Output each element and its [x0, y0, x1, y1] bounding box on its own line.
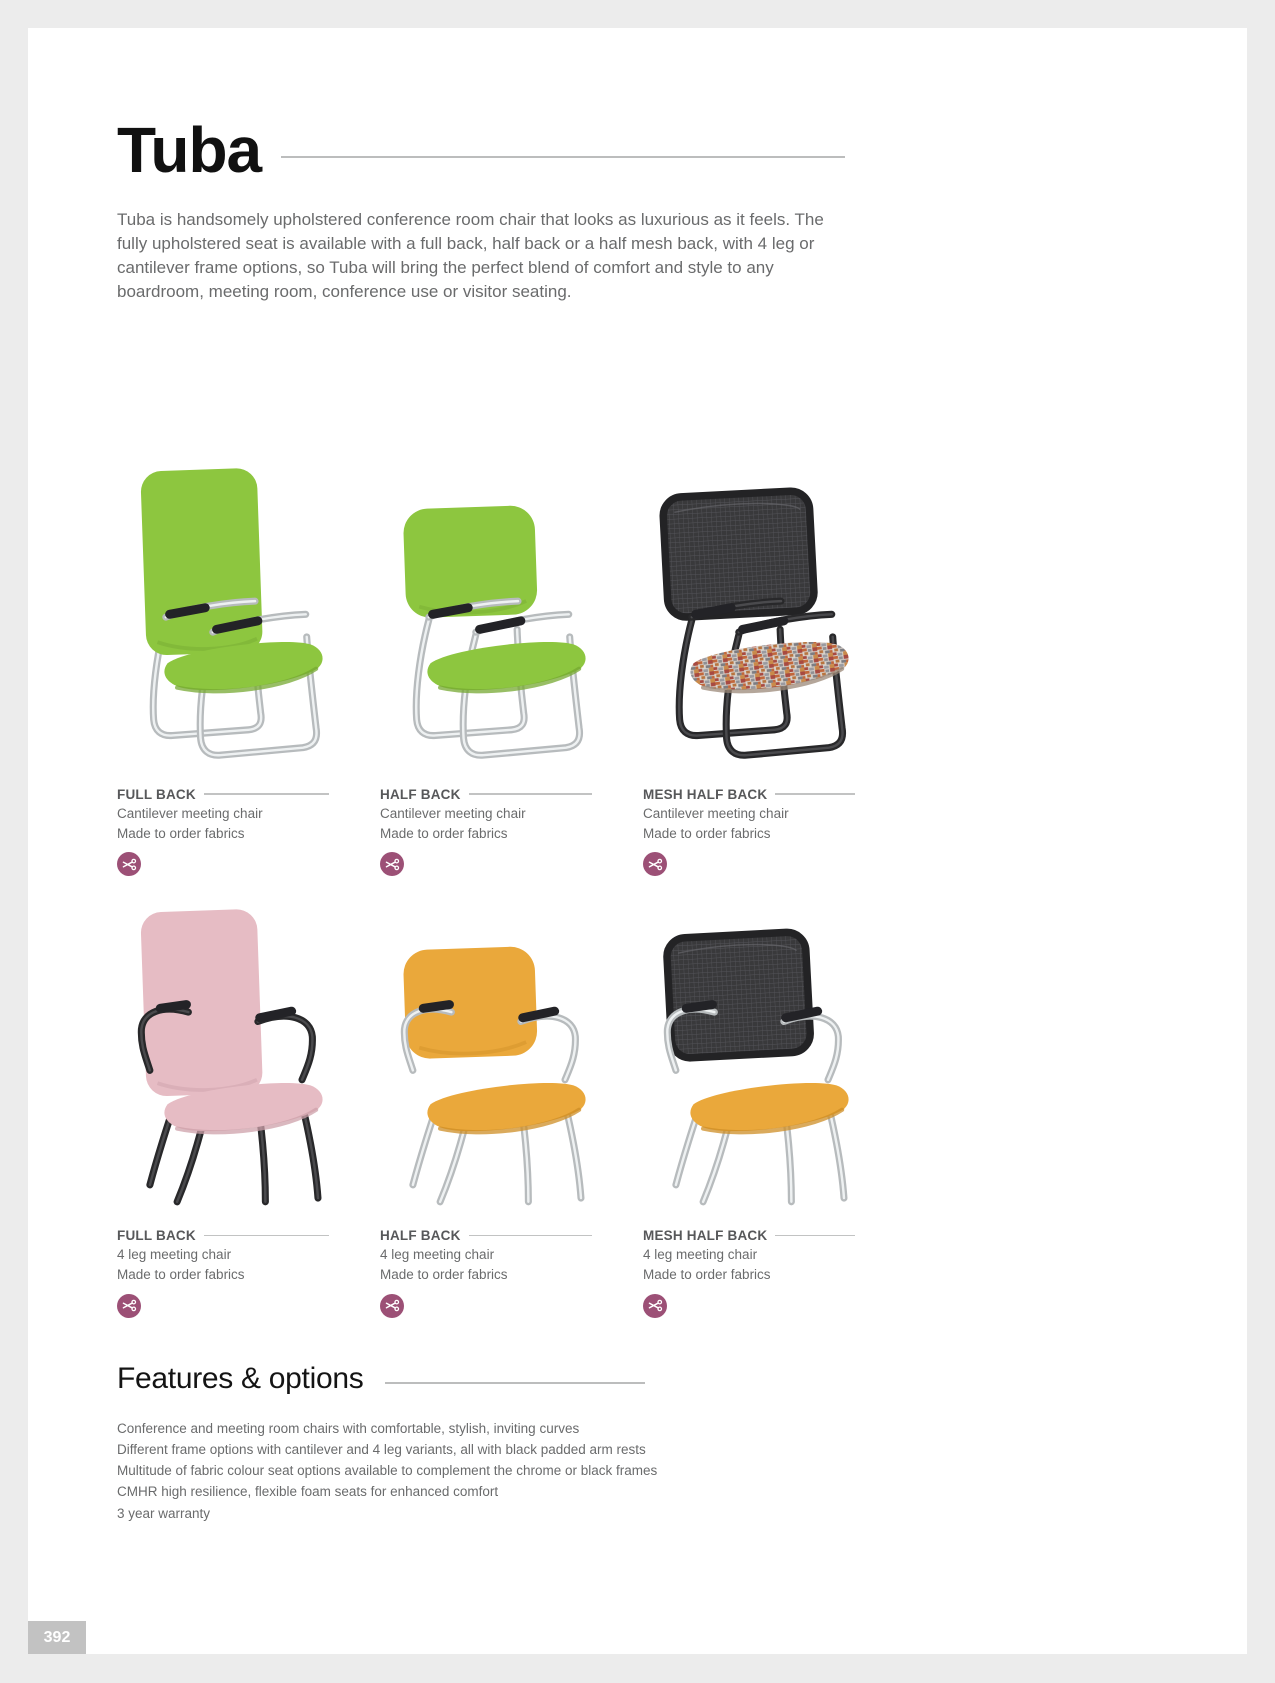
- fabric-note: Made to order fabrics: [643, 825, 771, 841]
- product-type: 4 leg meeting chair: [380, 1247, 495, 1263]
- page-title: Tuba: [117, 114, 262, 186]
- features-section: [117, 1362, 1247, 1522]
- label-rule: [469, 1235, 592, 1237]
- fabric-note: Made to order fabrics: [380, 825, 508, 841]
- product-label: FULL BACK: [117, 1228, 196, 1244]
- features-list: [117, 1420, 1247, 1522]
- product-label: MESH HALF BACK: [643, 786, 768, 802]
- scissors-icon: [643, 852, 667, 876]
- fabric-note: Made to order fabrics: [117, 1267, 245, 1283]
- chair-image-half-back-cantilever: [380, 457, 596, 781]
- page-number-badge: 392: [28, 1621, 86, 1654]
- product-description: Tuba is handsomely upholstered conference room chair that looks as luxurious as it feels. The fully upholstered seat is available with a full back, half back or a half mesh back, with 4 leg or cantilever frame options, so Tuba will bring the perfect blend of comfort and style to any boardroom, meeting room, conference use or visitor seating.: [117, 210, 824, 302]
- features-heading: Features & options: [117, 1361, 364, 1395]
- fabric-note: Made to order fabrics: [117, 825, 245, 841]
- label-rule: [469, 793, 592, 795]
- scissors-icon: [380, 852, 404, 876]
- label-rule: [204, 793, 329, 795]
- feature-item: CMHR high resilience, flexible foam seats for enhanced comfort: [117, 1484, 499, 1500]
- feature-item: Multitude of fabric colour seat options available to complement the chrome or black frames: [117, 1463, 658, 1479]
- scissors-icon: [643, 1294, 667, 1318]
- product-card: [117, 898, 357, 1318]
- title-rule: [281, 156, 845, 158]
- product-type: Cantilever meeting chair: [643, 805, 789, 821]
- page-header: [117, 114, 845, 186]
- product-type: Cantilever meeting chair: [117, 805, 263, 821]
- product-card: [380, 898, 620, 1318]
- feature-item: 3 year warranty: [117, 1505, 211, 1521]
- product-label: FULL BACK: [117, 786, 196, 802]
- product-card: [380, 457, 620, 877]
- product-label: HALF BACK: [380, 786, 461, 802]
- chair-image-full-back-4-leg: [117, 898, 333, 1222]
- features-rule: [385, 1382, 645, 1384]
- feature-item: Conference and meeting room chairs with comfortable, stylish, inviting curves: [117, 1420, 580, 1436]
- chair-image-half-back-4-leg: [380, 898, 596, 1222]
- chair-image-full-back-cantilever: [117, 457, 333, 781]
- scissors-icon: [117, 1294, 141, 1318]
- product-card: [643, 898, 883, 1318]
- product-type: 4 leg meeting chair: [117, 1247, 232, 1263]
- label-rule: [204, 1235, 329, 1237]
- product-grid: [117, 457, 1247, 1318]
- chair-image-mesh-half-back-cantilever: [643, 457, 859, 781]
- label-rule: [775, 1235, 855, 1237]
- chair-image-mesh-half-back-4-leg: [643, 898, 859, 1222]
- scissors-icon: [117, 852, 141, 876]
- label-rule: [775, 793, 855, 795]
- product-label: MESH HALF BACK: [643, 1228, 768, 1244]
- product-type: 4 leg meeting chair: [643, 1247, 758, 1263]
- scissors-icon: [380, 1294, 404, 1318]
- product-label: HALF BACK: [380, 1228, 461, 1244]
- catalog-page: [28, 28, 1247, 1654]
- product-card: [643, 457, 883, 877]
- feature-item: Different frame options with cantilever and 4 leg variants, all with black padded arm rests: [117, 1441, 646, 1457]
- product-type: Cantilever meeting chair: [380, 805, 526, 821]
- product-card: [117, 457, 357, 877]
- fabric-note: Made to order fabrics: [380, 1267, 508, 1283]
- fabric-note: Made to order fabrics: [643, 1267, 771, 1283]
